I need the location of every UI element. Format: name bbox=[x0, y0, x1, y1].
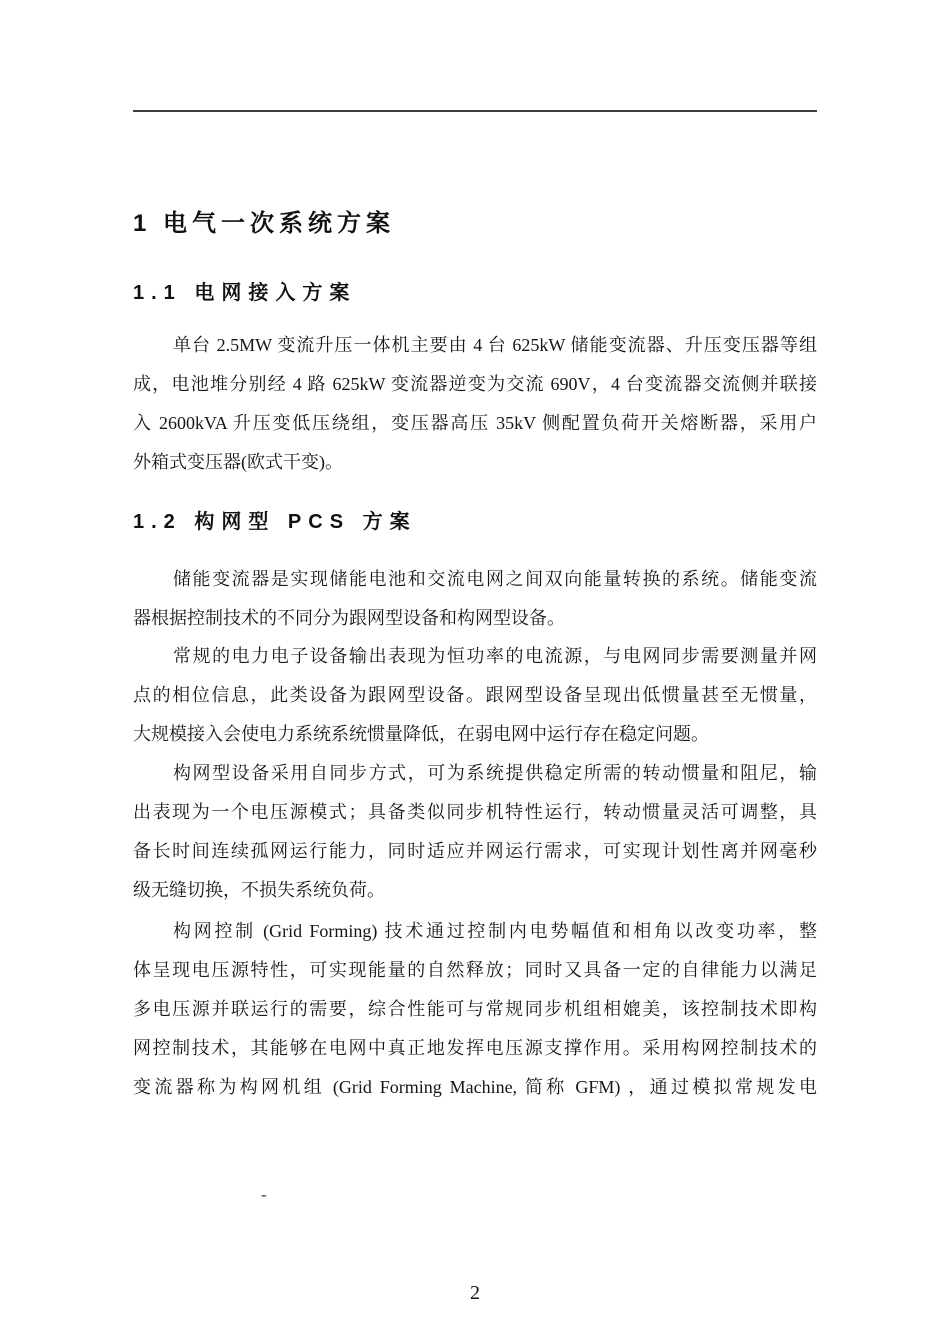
text-line: 大规模接入会使电力系统系统惯量降低，在弱电网中运行存在稳定问题。 bbox=[133, 724, 709, 744]
text-line: 储能变流器是实现储能电池和交流电网之间双向能量转换的系统。储能变流 bbox=[173, 569, 817, 589]
paragraph-grid-forming-control bbox=[133, 912, 817, 1107]
text-line: 常规的电力电子设备输出表现为恒功率的电流源，与电网同步需要测量并网 bbox=[173, 646, 817, 666]
stray-dash-mark: - bbox=[261, 1185, 267, 1204]
text-line: 器根据控制技术的不同分为跟网型设备和构网型设备。 bbox=[133, 608, 565, 628]
text-line: 级无缝切换，不损失系统负荷。 bbox=[133, 880, 385, 900]
text-line: 外箱式变压器(欧式干变)。 bbox=[133, 452, 343, 472]
paragraph-pcs-intro bbox=[133, 560, 817, 638]
text-line: 网控制技术，其能够在电网中真正地发挥电压源支撑作用。采用构网控制技术的 bbox=[133, 1038, 817, 1058]
section-heading-1-1: 1.1 电网接入方案 bbox=[133, 282, 357, 304]
section-heading-1-2: 1.2 构网型 PCS 方案 bbox=[133, 511, 417, 533]
paragraph-grid-following bbox=[133, 637, 817, 754]
text-line: 构网控制 (Grid Forming) 技术通过控制内电势幅值和相角以改变功率，整 bbox=[173, 921, 817, 941]
text-line: 变流器称为构网机组 (Grid Forming Machine, 简称 GFM) ，通过模拟常规发电 bbox=[133, 1077, 817, 1097]
paragraph-grid-forming-device bbox=[133, 754, 817, 910]
text-line: 备长时间连续孤网运行能力，同时适应并网运行需求，可实现计划性离并网毫秒 bbox=[133, 841, 817, 861]
text-line: 构网型设备采用自同步方式，可为系统提供稳定所需的转动惯量和阻尼，输 bbox=[173, 763, 817, 783]
text-line: 成，电池堆分别经 4 路 625kW 变流器逆变为交流 690V，4 台变流器交流侧并联接 bbox=[133, 374, 817, 394]
text-line: 体呈现电压源特性，可实现能量的自然释放；同时又具备一定的自律能力以满足 bbox=[133, 960, 817, 980]
paragraph-grid-connection bbox=[133, 326, 817, 482]
page-number: 2 bbox=[470, 1282, 480, 1304]
chapter-heading: 1 电气一次系统方案 bbox=[133, 210, 396, 237]
text-line: 点的相位信息，此类设备为跟网型设备。跟网型设备呈现出低惯量甚至无惯量， bbox=[133, 685, 817, 705]
text-line: 入 2600kVA 升压变低压绕组，变压器高压 35kV 侧配置负荷开关熔断器，采用户 bbox=[133, 413, 817, 433]
header-rule bbox=[133, 110, 817, 112]
text-line: 单台 2.5MW 变流升压一体机主要由 4 台 625kW 储能变流器、升压变压器等组 bbox=[173, 335, 817, 355]
text-line: 出表现为一个电压源模式；具备类似同步机特性运行，转动惯量灵活可调整，具 bbox=[133, 802, 817, 822]
text-line: 多电压源并联运行的需要，综合性能可与常规同步机组相媲美，该控制技术即构 bbox=[133, 999, 817, 1019]
